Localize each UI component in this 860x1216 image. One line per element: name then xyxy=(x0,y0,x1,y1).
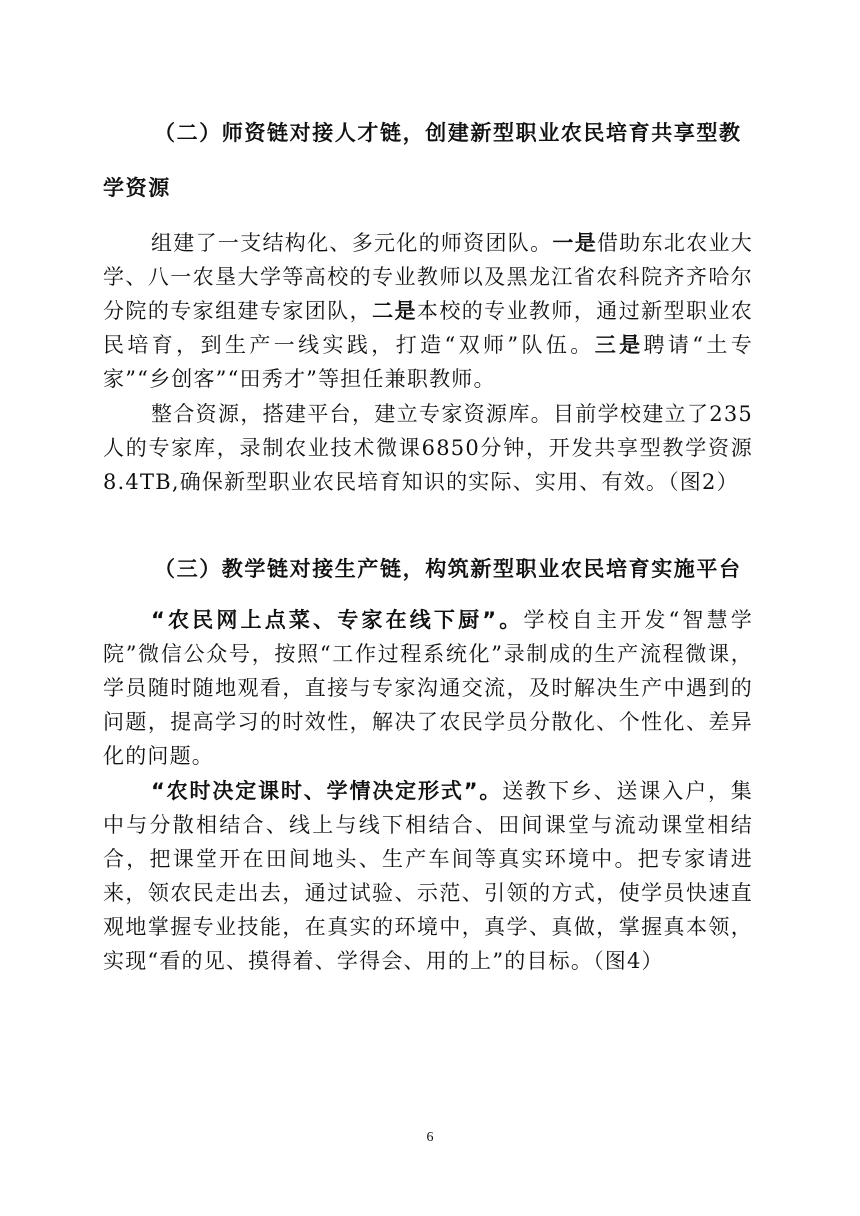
paragraph-emphasis-two: 二是 xyxy=(372,299,417,323)
paragraph-text: 组建了一支结构化、多元化的师资团队。 xyxy=(151,231,553,255)
paragraph-emphasis-one: 一是 xyxy=(552,231,597,255)
section-2-heading-line1: （二）师资链对接人才链，创建新型职业农民培育共享型教 xyxy=(154,121,742,145)
paragraph-lead: “农时决定课时、学情决定形式”。 xyxy=(151,779,503,803)
section-2-heading-line2: 学资源 xyxy=(103,176,171,200)
paragraph-text: 聘请“土专家”“乡创客”“田秀才”等担任兼职教师。 xyxy=(103,333,754,391)
section-3-paragraph-1 xyxy=(103,603,753,773)
section-2-paragraph-2: 整合资源，搭建平台，建立专家资源库。目前学校建立了235人的专家库，录制农业技术微课6850分钟，开发共享型教学资源8.4TB,确保新型职业农民培育知识的实际、实用、有效。（图2） xyxy=(103,402,753,494)
paragraph-text: 送教下乡、送课入户，集中与分散相结合、线上与线下相结合、田间课堂与流动课堂相结合，把课堂开在田间地头、生产车间等真实环境中。把专家请进来，领农民走出去，通过试验、示范、引领的方式，使学员快速直观地掌握专业技能，在真实的环境中，真学、真做，掌握真本领，实现“看的见、摸得着、学得会、用的上”的目标。（图4） xyxy=(103,779,753,973)
section-3-heading: （三）教学链对接生产链，构筑新型职业农民培育实施平台 xyxy=(154,557,742,581)
paragraph-emphasis-three: 三是 xyxy=(594,333,644,357)
paragraph-lead: “农民网上点菜、专家在线下厨”。 xyxy=(151,608,524,632)
page-number: 6 xyxy=(426,1130,434,1145)
section-2-paragraph-1 xyxy=(103,226,753,396)
paragraph-text: 学校自主开发“智慧学院”微信公众号，按照“工作过程系统化”录制成的生产流程微课，学员随时随地观看，直接与专家沟通交流，及时解决生产中遇到的问题，提高学习的时效性，解决了农民学员分散化、个性化、差异化的问题。 xyxy=(103,608,753,768)
section-3-paragraph-2 xyxy=(103,774,753,978)
paragraph-text: 本校的专业教师，通过新型职业农民培育，到生产一线实践，打造“双师”队伍。 xyxy=(103,299,753,357)
paragraph-text: 借助东北农业大学、八一农垦大学等高校的专业教师以及黑龙江省农科院齐齐哈尔分院的专家组建专家团队， xyxy=(103,231,753,323)
